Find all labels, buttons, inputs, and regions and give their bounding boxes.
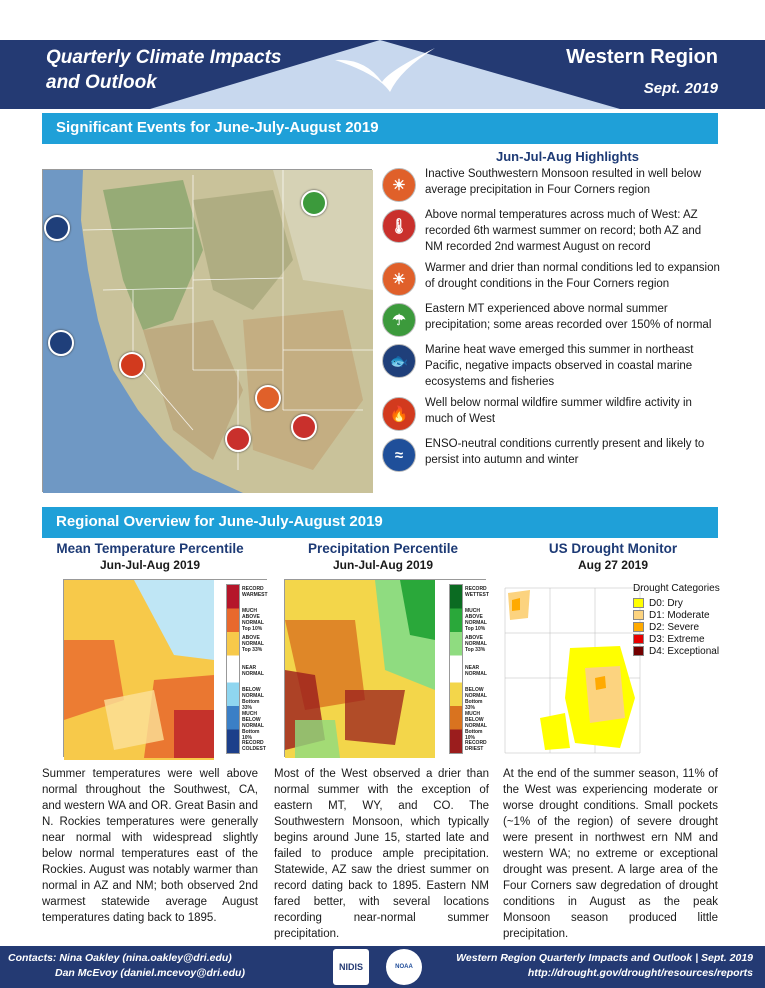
precipitation-legend-label: MUCH BELOW NORMAL Bottom 10% xyxy=(465,711,487,741)
temperature-percentile-map xyxy=(63,579,267,757)
footer-contacts xyxy=(8,951,245,981)
temperature-title: Mean Temperature Percentile xyxy=(56,541,244,556)
highlight-item xyxy=(382,342,722,390)
precipitation-legend-label: RECORD DRIEST xyxy=(465,740,487,752)
drought-legend-label: D3: Extreme xyxy=(649,633,705,645)
terrain-map xyxy=(43,170,373,493)
highlight-item xyxy=(382,166,722,202)
highlights-heading: Jun-Jul-Aug Highlights xyxy=(496,149,639,164)
publication-line: Western Region Quarterly Impacts and Outlook | Sept. 2019 xyxy=(456,952,753,964)
precipitation-legend-label: BELOW NORMAL Bottom 33% xyxy=(465,687,487,711)
temperature-legend-label: MUCH BELOW NORMAL Bottom 10% xyxy=(242,711,264,741)
precipitation-subtitle: Jun-Jul-Aug 2019 xyxy=(332,558,434,572)
map-marker-thermometer-new-mexico xyxy=(291,414,317,440)
thermometer-icon: 🌡 xyxy=(382,209,416,243)
wildfire-icon: 🔥 xyxy=(382,397,416,431)
drought-legend-row xyxy=(633,621,720,633)
header xyxy=(0,0,765,109)
drought-legend-swatch xyxy=(633,622,644,632)
precipitation-legend-bar xyxy=(449,584,463,754)
highlight-item xyxy=(382,260,722,296)
map-marker-fish-washington xyxy=(44,215,70,241)
highlights-list xyxy=(382,166,722,477)
drought-legend-row xyxy=(633,645,720,657)
drought-title: US Drought Monitor xyxy=(548,541,678,556)
temperature-legend-bar xyxy=(226,584,240,754)
temperature-legend-label: MUCH ABOVE NORMAL Top 10% xyxy=(242,608,264,632)
drought-legend-swatch xyxy=(633,610,644,620)
drought-legend-swatch xyxy=(633,646,644,656)
region-title: Western Region xyxy=(566,46,718,68)
drought-subtitle: Aug 27 2019 xyxy=(577,558,649,572)
temperature-legend-label: ABOVE NORMAL Top 33% xyxy=(242,635,264,653)
highlight-text: Above normal temperatures across much of West: AZ recorded 6th warmest summer on record; both AZ and NM recorded 2nd warmest August on record xyxy=(425,209,702,253)
drought-legend-row xyxy=(633,609,720,621)
noaa-logo: NOAA xyxy=(386,949,422,985)
highlight-item xyxy=(382,301,722,337)
section-regional-overview: Regional Overview for June-July-August 2019 xyxy=(42,507,718,538)
precipitation-legend-label: MUCH ABOVE NORMAL Top 10% xyxy=(465,608,487,632)
temperature-subtitle: Jun-Jul-Aug 2019 xyxy=(99,558,201,572)
drought-icon: ☀ xyxy=(382,262,416,296)
rain-icon: ☂ xyxy=(382,303,416,337)
section-significant-events: Significant Events for June-July-August 2019 xyxy=(42,113,718,144)
temperature-description: Summer temperatures were well above normal throughout the Southwest, CA, and western WA and OR. Great Basin and N. Rockies temperatures were generally near normal with widespread slightly below normal temperatures east of the Rockies. August was notably warmer than normal in AZ and NM; both observed 2nd warmest statewide average August temperatures dating back to 1895. xyxy=(42,768,258,924)
publication-title xyxy=(46,45,281,95)
highlight-item xyxy=(382,207,722,255)
precipitation-legend-label: ABOVE NORMAL Top 33% xyxy=(465,635,487,653)
drought-legend-label: D0: Dry xyxy=(649,597,683,609)
drought-legend-label: D2: Severe xyxy=(649,621,700,633)
map-marker-wildfire-california xyxy=(119,352,145,378)
precipitation-legend-label: NEAR NORMAL xyxy=(465,665,487,677)
drought-legend-row xyxy=(633,597,720,609)
contact-line-1: Contacts: Nina Oakley (nina.oakley@dri.edu) xyxy=(8,952,232,964)
highlight-text: Warmer and drier than normal conditions led to expansion of drought conditions in the Four Corners region xyxy=(425,262,720,290)
temperature-legend-label: RECORD COLDEST xyxy=(242,740,266,752)
temperature-legend-label: NEAR NORMAL xyxy=(242,665,264,677)
precipitation-legend-label: RECORD WETTEST xyxy=(465,586,489,598)
drought-icon: ☀ xyxy=(382,168,416,202)
temperature-legend-label: RECORD WARMEST xyxy=(242,586,268,598)
drought-legend-row xyxy=(633,633,720,645)
bird-logo-icon xyxy=(330,40,440,96)
highlight-text: Eastern MT experienced above normal summer precipitation; some areas recorded over 150% of normal xyxy=(425,303,712,331)
highlight-text: Marine heat wave emerged this summer in northeast Pacific, negative impacts observed in coastal marine ecosystems and fisheries xyxy=(425,344,694,388)
temperature-panel xyxy=(42,541,258,572)
issue-date: Sept. 2019 xyxy=(643,80,718,97)
title-line-2: and Outlook xyxy=(46,72,157,93)
footer-publication xyxy=(456,951,753,981)
precipitation-panel xyxy=(283,541,483,572)
highlight-text: ENSO-neutral conditions currently present and likely to persist into autumn and winter xyxy=(425,438,705,466)
highlight-text: Inactive Southwestern Monsoon resulted in well below average precipitation in Four Corners region xyxy=(425,168,702,196)
map-marker-thermometer-arizona xyxy=(225,426,251,452)
map-marker-rain-montana xyxy=(301,190,327,216)
drought-panel xyxy=(510,541,716,572)
drought-legend-swatch xyxy=(633,598,644,608)
map-marker-drought-four-corners xyxy=(255,385,281,411)
western-us-map xyxy=(42,169,372,492)
drought-legend-label: D4: Exceptional xyxy=(649,645,720,657)
drought-description: At the end of the summer season, 11% of the West was experiencing moderate or worse drought conditions. Small pockets (~1% of the region) of severe drought were present in northwest ern NM and western WA; no extreme or exceptional drought was present. A large area of the Four Corners saw degredation of drought conditions in August as the peak Monsoon season produced little precipitation. xyxy=(503,768,718,940)
title-line-1: Quarterly Climate Impacts xyxy=(46,47,282,68)
drought-legend xyxy=(633,583,720,657)
footer xyxy=(0,946,765,988)
map-marker-fish-oregon xyxy=(48,330,74,356)
drought-legend-title: Drought Categories xyxy=(633,583,720,594)
temperature-legend-label: BELOW NORMAL Bottom 33% xyxy=(242,687,264,711)
precipitation-title: Precipitation Percentile xyxy=(307,541,459,556)
drought-legend-label: D1: Moderate xyxy=(649,609,710,621)
precipitation-description: Most of the West observed a drier than normal summer with the exception of eastern MT, WY, and CO. The Southwestern Monsoon, which typically begins around June 15, started late and failed to produce ample precipitation. Statewide, AZ saw the driest summer on record dating back to 1895. Eastern NM fared better, with several locations recording near-normal summer precipitation. xyxy=(274,768,489,940)
highlight-text: Well below normal wildfire summer wildfire activity in much of West xyxy=(425,397,692,425)
highlight-item xyxy=(382,395,722,431)
wave-icon: ≈ xyxy=(382,438,416,472)
fish-icon: 🐟 xyxy=(382,344,416,378)
contact-line-2: Dan McEvoy (daniel.mcevoy@dri.edu) xyxy=(55,967,245,979)
report-url-link[interactable]: http://drought.gov/drought/resources/reports xyxy=(527,967,753,979)
highlight-item xyxy=(382,436,722,472)
precipitation-percentile-map xyxy=(284,579,489,757)
drought-legend-swatch xyxy=(633,634,644,644)
nidis-logo: NIDIS xyxy=(333,949,369,985)
